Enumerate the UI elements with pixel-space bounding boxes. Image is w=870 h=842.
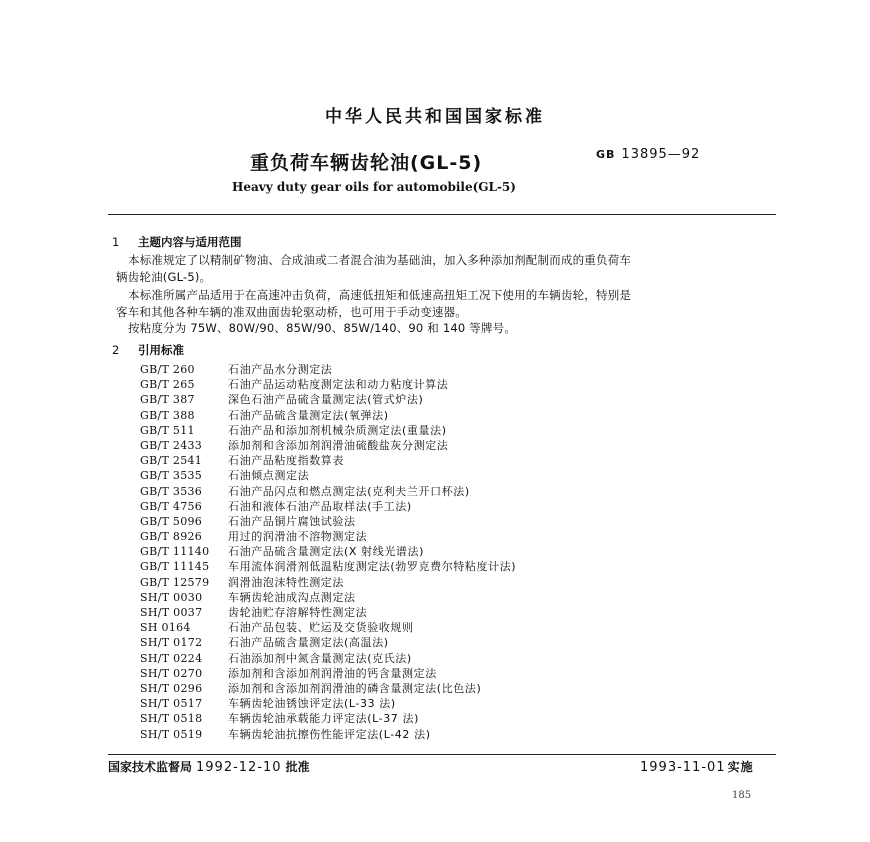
reference-item xyxy=(140,559,516,574)
reference-code: GB/T 387 xyxy=(140,393,195,407)
issuing-authority: 国家技术监督局 xyxy=(108,760,193,774)
reference-title: 石油产品硫含量测定法(氧弹法) xyxy=(228,408,389,422)
reference-item xyxy=(140,620,516,635)
reference-item xyxy=(140,681,516,696)
reference-list xyxy=(140,362,516,742)
approval-label: 批准 xyxy=(285,760,310,774)
reference-title: 石油产品包装、贮运及交货验收规则 xyxy=(228,621,414,635)
reference-item xyxy=(140,514,516,529)
section-title: 引用标准 xyxy=(138,343,184,357)
reference-code: GB/T 260 xyxy=(140,363,195,376)
reference-item xyxy=(140,438,516,453)
reference-item xyxy=(140,484,516,499)
reference-item xyxy=(140,575,516,590)
reference-code: GB/T 2541 xyxy=(140,454,203,468)
section-1-heading xyxy=(112,234,242,250)
reference-code: GB/T 4756 xyxy=(140,499,203,513)
reference-item xyxy=(140,666,516,681)
reference-title: 石油产品水分测定法 xyxy=(228,363,333,376)
reference-title: 用过的润滑油不溶物测定法 xyxy=(228,530,368,544)
reference-code: GB/T 3535 xyxy=(140,469,203,483)
reference-item xyxy=(140,377,516,392)
reference-item xyxy=(140,605,516,620)
reference-title: 车辆齿轮油成沟点测定法 xyxy=(228,590,356,604)
reference-code: GB/T 11140 xyxy=(140,545,210,559)
reference-code: GB/T 511 xyxy=(140,423,195,437)
reference-code: SH/T 0172 xyxy=(140,636,203,650)
page-number: 185 xyxy=(732,790,752,801)
reference-code: SH/T 0030 xyxy=(140,590,203,604)
reference-item xyxy=(140,711,516,726)
section-2-heading xyxy=(112,342,184,358)
reference-title: 石油产品和添加剂机械杂质测定法(重量法) xyxy=(228,423,447,437)
reference-item xyxy=(140,635,516,650)
footer-divider xyxy=(108,754,776,755)
reference-item xyxy=(140,392,516,407)
reference-code: SH/T 0517 xyxy=(140,697,203,711)
reference-title: 石油产品闪点和燃点测定法(克利夫兰开口杯法) xyxy=(228,484,470,498)
paragraph-line: 本标准所属产品适用于在高速冲击负荷，高速低扭矩和低速高扭矩工况下使用的车辆齿轮，特别是 xyxy=(128,288,632,302)
reference-code: GB/T 3536 xyxy=(140,484,203,498)
reference-title: 车用流体润滑剂低温粘度测定法(勃罗克费尔特粘度计法) xyxy=(228,560,517,574)
effective-label: 实施 xyxy=(727,760,754,774)
reference-title: 齿轮油贮存溶解特性测定法 xyxy=(228,606,368,619)
reference-code: SH/T 0519 xyxy=(140,727,203,741)
reference-code: GB/T 11145 xyxy=(140,560,210,574)
reference-code: SH/T 0037 xyxy=(140,606,203,619)
reference-title: 石油产品硫含量测定法(X 射线光谱法) xyxy=(228,545,425,559)
reference-code: SH 0164 xyxy=(140,621,191,635)
effective-date: 1993-11-01 xyxy=(640,760,726,775)
reference-title: 添加剂和含添加剂润滑油的磷含量测定法(比色法) xyxy=(228,681,482,695)
reference-item xyxy=(140,408,516,423)
section-number: 2 xyxy=(112,343,120,357)
reference-code: SH/T 0224 xyxy=(140,651,203,665)
reference-title: 石油倾点测定法 xyxy=(228,469,310,483)
reference-title: 深色石油产品硫含量测定法(管式炉法) xyxy=(228,393,424,407)
reference-item xyxy=(140,529,516,544)
reference-code: GB/T 8926 xyxy=(140,530,203,544)
approval-line xyxy=(108,758,310,775)
reference-item xyxy=(140,453,516,468)
paragraph-line: 客车和其他各种车辆的准双曲面齿轮驱动桥，也可用于手动变速器。 xyxy=(116,305,467,319)
standard-prefix: GB xyxy=(596,148,616,161)
reference-item xyxy=(140,590,516,605)
reference-code: GB/T 265 xyxy=(140,378,195,392)
reference-item xyxy=(140,499,516,514)
national-standard-heading: 中华人民共和国国家标准 xyxy=(325,107,545,127)
approval-date: 1992-12-10 xyxy=(196,760,282,775)
reference-code: SH/T 0518 xyxy=(140,712,203,726)
reference-code: SH/T 0270 xyxy=(140,666,203,680)
paragraph-line: 本标准规定了以精制矿物油、合成油或二者混合油为基础油，加入多种添加剂配制而成的重负荷车 xyxy=(128,253,632,267)
reference-title: 石油和液体石油产品取样法(手工法) xyxy=(228,499,412,513)
header-divider xyxy=(108,214,776,215)
document-title: 重负荷车辆齿轮油(GL-5) xyxy=(250,152,483,174)
reference-item xyxy=(140,727,516,742)
reference-code: GB/T 12579 xyxy=(140,575,210,589)
reference-title: 车辆齿轮油锈蚀评定法(L-33 法) xyxy=(228,697,396,711)
reference-title: 石油产品铜片腐蚀试验法 xyxy=(228,514,356,528)
standard-number xyxy=(596,147,700,162)
paragraph-line: 按粘度分为 75W、80W/90、85W/90、85W/140、90 和 140 等牌号。 xyxy=(128,321,517,335)
reference-item xyxy=(140,651,516,666)
reference-item xyxy=(140,468,516,483)
reference-item xyxy=(140,544,516,559)
reference-code: GB/T 388 xyxy=(140,408,195,422)
reference-title: 石油添加剂中氮含量测定法(克氏法) xyxy=(228,651,412,665)
reference-title: 添加剂和含添加剂润滑油的钙含量测定法 xyxy=(228,666,437,680)
reference-title: 车辆齿轮油承载能力评定法(L-37 法) xyxy=(228,712,419,726)
paragraph-line: 辆齿轮油(GL-5)。 xyxy=(116,270,212,284)
reference-item xyxy=(140,362,516,377)
english-title: Heavy duty gear oils for automobile(GL-5) xyxy=(232,180,516,194)
reference-title: 添加剂和含添加剂润滑油硫酸盐灰分测定法 xyxy=(228,438,449,452)
reference-title: 石油产品硫含量测定法(高温法) xyxy=(228,636,389,650)
reference-code: GB/T 5096 xyxy=(140,514,203,528)
reference-code: SH/T 0296 xyxy=(140,681,203,695)
reference-item xyxy=(140,696,516,711)
effective-line xyxy=(640,758,754,775)
reference-item xyxy=(140,423,516,438)
section-title: 主题内容与适用范围 xyxy=(138,235,242,249)
reference-title: 石油产品粘度指数算表 xyxy=(228,454,344,468)
reference-title: 车辆齿轮油抗擦伤性能评定法(L-42 法) xyxy=(228,727,431,741)
reference-title: 润滑油泡沫特性测定法 xyxy=(228,575,344,589)
reference-title: 石油产品运动粘度测定法和动力粘度计算法 xyxy=(228,378,449,392)
section-number: 1 xyxy=(112,235,120,249)
reference-code: GB/T 2433 xyxy=(140,438,203,452)
standard-code: 13895—92 xyxy=(621,147,701,162)
